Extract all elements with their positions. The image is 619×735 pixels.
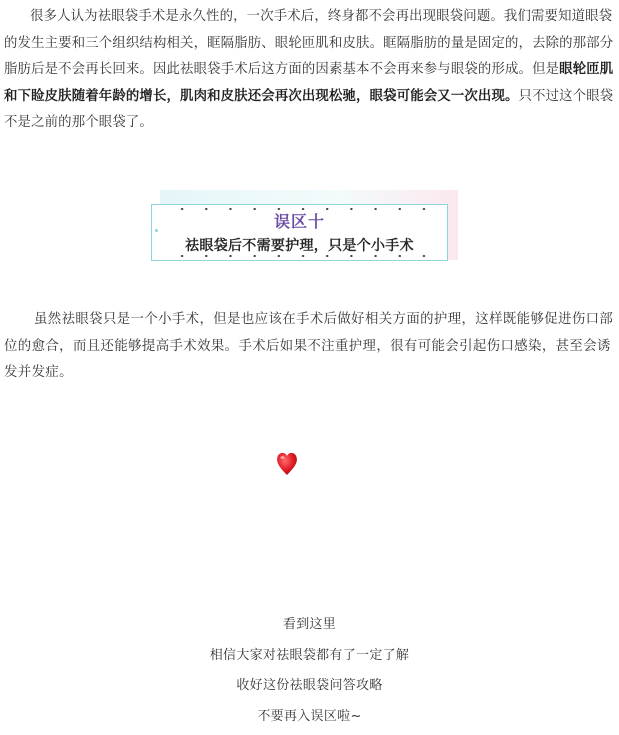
callout-subtitle: 祛眼袋后不需要护理，只是个小手术	[185, 238, 414, 254]
care-paragraph: 虽然祛眼袋只是一个小手术，但是也应该在手术后做好相关方面的护理，这样既能够促进伤口部位的愈合，而且还能够提高手术效果。手术后如果不注重护理，很有可能会引起伤口感染，甚至会诱发并发症。	[4, 312, 614, 380]
closing-line: 收好这份祛眼袋问答攻略	[236, 678, 383, 693]
callout-dots-bottom	[170, 255, 441, 257]
callout-title: 误区十	[273, 212, 325, 231]
closing-line: 看到这里	[282, 617, 337, 632]
red-heart-icon	[276, 450, 298, 476]
closing-lines	[0, 610, 619, 732]
intro-text-end: 只不过这个眼袋不是之前的那个眼袋了。	[4, 88, 614, 130]
intro-text-start: 很多人认为祛眼袋手术是永久性的，一次手术后，终身都不会再出现眼袋问题。我们需要知道眼袋的发生主要和三个组织结构相关，眶隔脂肪、眼轮匝肌和皮肤。眶隔脂肪的量是固定的，去除的那部分脂肪后是不会再长回来。因此祛眼袋手术后这方面的因素基本不会再来参与眼袋的形成。但是	[4, 9, 614, 77]
callout-box	[151, 204, 448, 261]
intro-paragraph	[4, 4, 615, 137]
intro-bold-text: 眼轮匝肌和下睑皮肤随着年龄的增长，肌肉和皮肤还会再次出现松驰，眼袋可能会又一次出现。	[4, 62, 614, 104]
myth-callout	[151, 196, 456, 266]
closing-line: 相信大家对祛眼袋都有了一定了解	[209, 647, 410, 663]
closing-line: 不要再入误区啦~	[257, 708, 362, 724]
